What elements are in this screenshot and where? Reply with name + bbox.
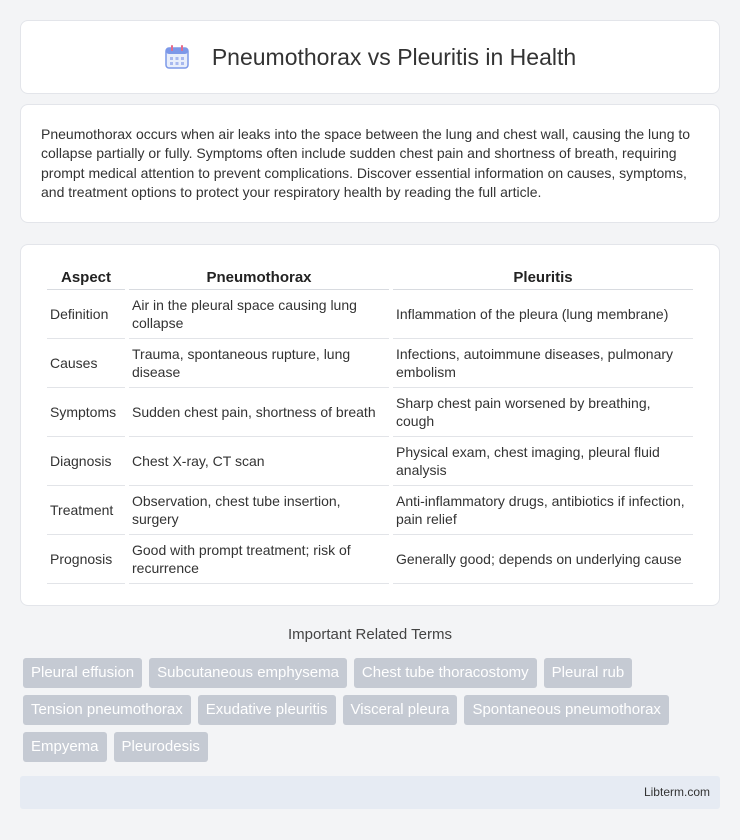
table-row bbox=[47, 290, 693, 339]
related-term-tag[interactable]: Pleural effusion bbox=[23, 658, 142, 688]
table-row bbox=[47, 339, 693, 388]
cell-pneumothorax: Air in the pleural space causing lung collapse bbox=[129, 290, 389, 339]
intro-card bbox=[20, 104, 720, 223]
related-term-tag[interactable]: Pleurodesis bbox=[114, 732, 208, 762]
related-term-tag[interactable]: Chest tube thoracostomy bbox=[354, 658, 537, 688]
cell-aspect: Causes bbox=[47, 339, 125, 388]
intro-text: Pneumothorax occurs when air leaks into the space between the lung and chest wall, causing the lung to collapse partially or fully. Symptoms often include sudden chest pain and shortness of breath, requiring prompt medical attention to prevent complications. Discover essential information on causes, symptoms, and treatment options to protect your respiratory health by reading the full article. bbox=[41, 126, 691, 201]
related-term-tag[interactable]: Empyema bbox=[23, 732, 107, 762]
footer-site-link[interactable]: Libterm.com bbox=[643, 785, 710, 799]
cell-aspect: Diagnosis bbox=[47, 437, 125, 486]
related-term-tag[interactable]: Pleural rub bbox=[544, 658, 633, 688]
cell-pneumothorax: Good with prompt treatment; risk of recurrence bbox=[129, 535, 389, 584]
cell-pleuritis: Anti-inflammatory drugs, antibiotics if infection, pain relief bbox=[393, 486, 693, 535]
cell-aspect: Prognosis bbox=[47, 535, 125, 584]
footer bbox=[20, 776, 720, 809]
cell-pleuritis: Inflammation of the pleura (lung membrane) bbox=[393, 290, 693, 339]
comparison-table bbox=[43, 265, 697, 584]
cell-pneumothorax: Chest X-ray, CT scan bbox=[129, 437, 389, 486]
related-term-tag[interactable]: Subcutaneous emphysema bbox=[149, 658, 347, 688]
related-terms-list bbox=[23, 658, 723, 762]
table-row bbox=[47, 535, 693, 584]
header-pneumothorax: Pneumothorax bbox=[129, 265, 389, 290]
cell-pleuritis: Infections, autoimmune diseases, pulmonary embolism bbox=[393, 339, 693, 388]
table-row bbox=[47, 388, 693, 437]
header-aspect: Aspect bbox=[47, 265, 125, 290]
cell-pneumothorax: Sudden chest pain, shortness of breath bbox=[129, 388, 389, 437]
cell-pleuritis: Physical exam, chest imaging, pleural fluid analysis bbox=[393, 437, 693, 486]
header-pleuritis: Pleuritis bbox=[393, 265, 693, 290]
page-title: Pneumothorax vs Pleuritis in Health bbox=[211, 43, 577, 70]
cell-pleuritis: Generally good; depends on underlying cause bbox=[393, 535, 693, 584]
cell-pneumothorax: Trauma, spontaneous rupture, lung disease bbox=[129, 339, 389, 388]
related-term-tag[interactable]: Exudative pleuritis bbox=[198, 695, 336, 725]
related-term-tag[interactable]: Tension pneumothorax bbox=[23, 695, 191, 725]
comparison-table-card bbox=[20, 244, 720, 606]
cell-aspect: Treatment bbox=[47, 486, 125, 535]
related-term-tag[interactable]: Visceral pleura bbox=[343, 695, 458, 725]
related-terms-title: Important Related Terms bbox=[288, 626, 452, 643]
table-header-row bbox=[47, 265, 693, 290]
calendar-icon bbox=[164, 44, 190, 70]
related-term-tag[interactable]: Spontaneous pneumothorax bbox=[464, 695, 668, 725]
cell-aspect: Symptoms bbox=[47, 388, 125, 437]
header-card bbox=[20, 20, 720, 94]
table-row bbox=[47, 437, 693, 486]
table-row bbox=[47, 486, 693, 535]
cell-pneumothorax: Observation, chest tube insertion, surgery bbox=[129, 486, 389, 535]
cell-aspect: Definition bbox=[47, 290, 125, 339]
cell-pleuritis: Sharp chest pain worsened by breathing, cough bbox=[393, 388, 693, 437]
